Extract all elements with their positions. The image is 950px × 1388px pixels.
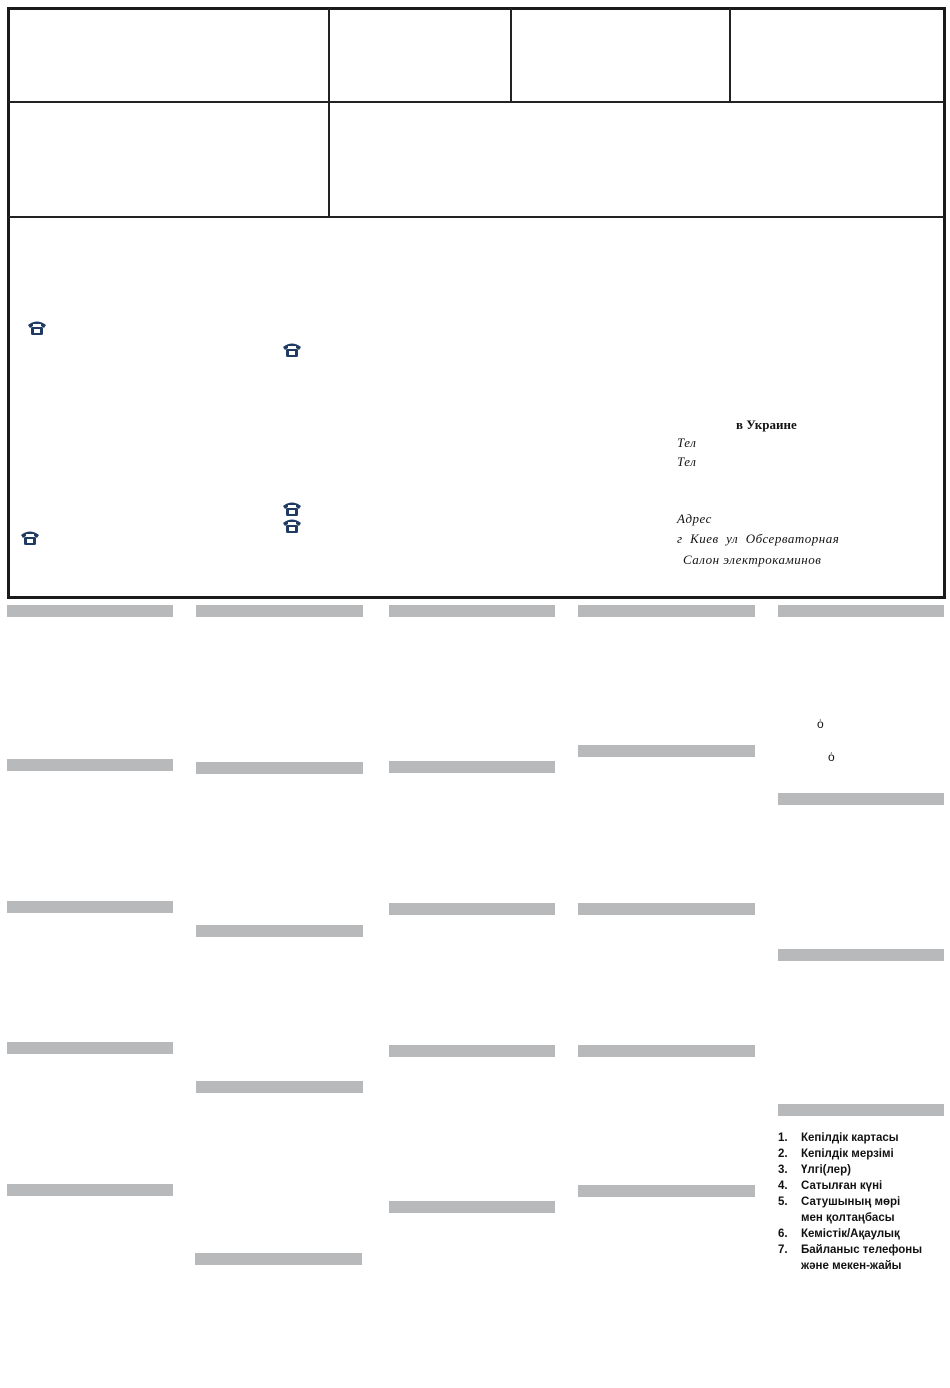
section-bar [778, 1104, 944, 1116]
warranty-fields-list [778, 1130, 948, 1274]
section-bar [578, 1045, 755, 1057]
list-item: 2. Кепілдік мерзімі [778, 1148, 894, 1160]
list-item: 1. Кепілдік картасы [778, 1132, 899, 1144]
tel-label: Тел [677, 435, 697, 450]
telephone-icon [281, 341, 303, 359]
section-bar [389, 605, 555, 617]
section-bar [389, 761, 555, 773]
section-bar [778, 793, 944, 805]
tel-label: Тел [677, 454, 697, 469]
section-bar [7, 901, 173, 913]
section-bar [389, 903, 555, 915]
section-bar [578, 1185, 755, 1197]
telephone-icon [281, 500, 303, 518]
list-item: 6. Кемістік/Ақаулық [778, 1228, 900, 1240]
list-item: 7. Байланыс телефоны және мекен-жайы [778, 1244, 923, 1272]
address-line: г Киев ул Обсерваторная [677, 531, 840, 546]
section-bar [7, 605, 173, 617]
telephone-icon [281, 517, 303, 535]
diacritic-mark: ȯ [828, 750, 835, 764]
section-bar [7, 1184, 173, 1196]
section-divider [8, 216, 944, 218]
section-bar [578, 745, 755, 757]
section-bar [196, 925, 363, 937]
section-bar [778, 949, 944, 961]
list-item: 3. Үлгі(лер) [778, 1164, 851, 1176]
header-divider [8, 101, 944, 103]
telephone-icon [19, 529, 41, 547]
telephone-icon [26, 319, 48, 337]
section-bar [578, 903, 755, 915]
section-bar [389, 1045, 555, 1057]
list-item: 4. Сатылған күні [778, 1180, 883, 1192]
warranty-card-frame [7, 7, 946, 599]
section-bar [196, 605, 363, 617]
country-heading: в Украине [736, 417, 797, 432]
section-bar [196, 762, 363, 774]
section-bar [578, 605, 755, 617]
section-bar [196, 1081, 363, 1093]
section-bar [389, 1201, 555, 1213]
section-bar [7, 759, 173, 771]
section-bar [195, 1253, 362, 1265]
section-bar [778, 605, 944, 617]
salon-line: Салон электрокаминов [683, 552, 822, 567]
column-divider-3 [729, 8, 731, 103]
column-divider-1 [328, 8, 330, 218]
section-bar [7, 1042, 173, 1054]
diacritic-mark: ȯ [817, 717, 824, 731]
list-item: 5. Сатушының мөрі мен қолтаңбасы [778, 1196, 901, 1224]
column-divider-2 [510, 8, 512, 103]
address-label: Адрес [677, 511, 712, 526]
